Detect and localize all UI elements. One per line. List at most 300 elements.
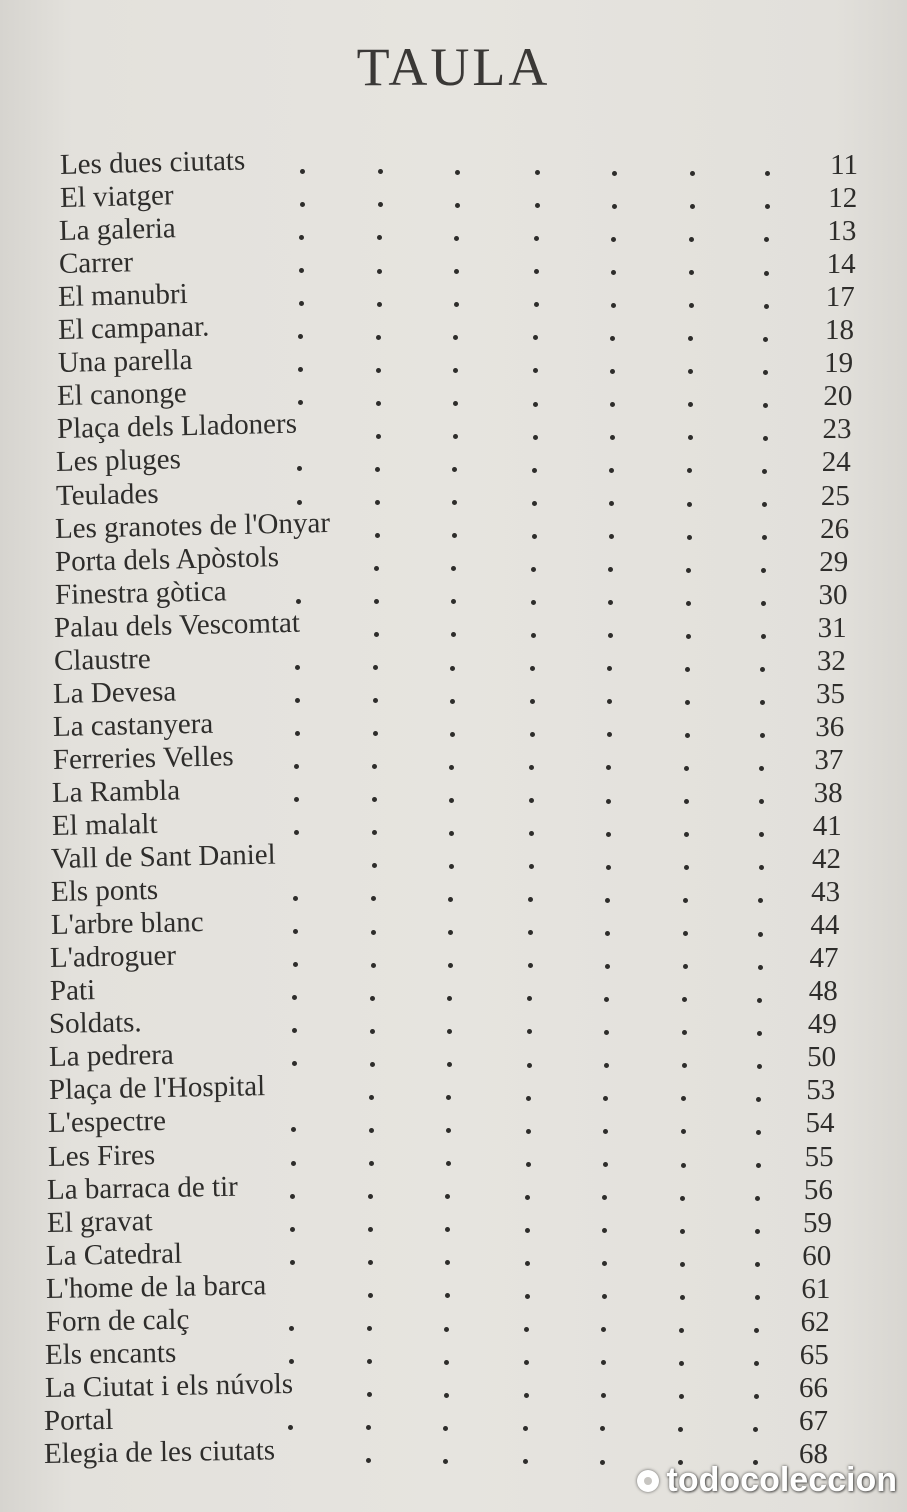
- toc-entry-page: 66: [799, 1371, 828, 1404]
- leader-dot: [377, 269, 382, 274]
- leader-dot: [447, 1029, 452, 1034]
- leader-dot: [532, 501, 537, 506]
- leader-dot: [679, 1328, 684, 1333]
- leader-dot: [444, 1393, 449, 1398]
- leader-dot: [448, 963, 453, 968]
- leader-dot: [529, 831, 534, 836]
- toc-entry-page: 67: [799, 1404, 828, 1437]
- leader-dot: [374, 599, 379, 604]
- toc-entry-page: 60: [802, 1239, 832, 1272]
- toc-entry: [0, 181, 907, 215]
- leader-dot: [525, 1294, 530, 1299]
- leader-dot: [683, 931, 688, 936]
- leader-dot: [531, 567, 536, 572]
- toc-entry-page: 18: [824, 314, 854, 347]
- leader-dot: [758, 932, 763, 937]
- toc-entry-title: La Rambla: [51, 774, 181, 809]
- leader-dot: [612, 171, 617, 176]
- leader-dot: [367, 1392, 372, 1397]
- leader-dot: [369, 1161, 374, 1166]
- toc-entry: [0, 1007, 907, 1041]
- leader-dot: [687, 468, 692, 473]
- leader-dot: [689, 270, 694, 275]
- leader-dot: [680, 1295, 685, 1300]
- leader-dot: [529, 798, 534, 803]
- leader-dot: [295, 665, 300, 670]
- leader-dot: [532, 468, 537, 473]
- leader-dot: [451, 632, 456, 637]
- toc-entry-title: L'home de la barca: [45, 1268, 267, 1305]
- leader-dot: [530, 732, 535, 737]
- toc-entry-page: 14: [826, 248, 856, 281]
- leader-dot: [612, 204, 617, 209]
- leader-dot: [759, 799, 764, 804]
- leader-dot: [372, 863, 377, 868]
- toc-entry: [0, 1140, 907, 1174]
- leader-dot: [531, 600, 536, 605]
- toc-entry-page: 24: [821, 446, 851, 479]
- leader-dot: [679, 1361, 684, 1366]
- leader-dot: [603, 1096, 608, 1101]
- leader-dot: [606, 765, 611, 770]
- leader-dot: [297, 500, 302, 505]
- leader-dot: [763, 436, 768, 441]
- toc-entry: [0, 540, 907, 579]
- leader-dot: [375, 533, 380, 538]
- leader-dot: [371, 896, 376, 901]
- toc-entry: [0, 346, 907, 380]
- leader-dot: [608, 633, 613, 638]
- toc-entry-page: 13: [827, 215, 857, 248]
- toc-entry: [0, 1338, 907, 1372]
- leader-dot: [680, 1262, 685, 1267]
- leader-dot: [609, 468, 614, 473]
- leader-dot: [607, 699, 612, 704]
- leader-dot: [449, 831, 454, 836]
- toc-entry-title: El malalt: [51, 807, 158, 842]
- leader-dot: [452, 500, 457, 505]
- toc-entry: [0, 1040, 907, 1074]
- leader-dot: [445, 1194, 450, 1199]
- toc-entry: [0, 1206, 907, 1240]
- leader-dot: [762, 502, 767, 507]
- toc-entry-title: La Catedral: [46, 1237, 183, 1272]
- toc-entry-title: La castanyera: [52, 707, 214, 743]
- leader-dot: [446, 1161, 451, 1166]
- leader-dot: [684, 799, 689, 804]
- logo-icon: [637, 1470, 659, 1492]
- leader-dot: [293, 896, 298, 901]
- leader-dot: [756, 1163, 761, 1168]
- leader-dot: [609, 501, 614, 506]
- leader-dot: [682, 1063, 687, 1068]
- leader-dot: [604, 1030, 609, 1035]
- leader-dot: [525, 1261, 530, 1266]
- leader-dot: [448, 897, 453, 902]
- leader-dot: [290, 1194, 295, 1199]
- toc-entry: [0, 707, 907, 744]
- toc-entry: [0, 247, 907, 281]
- leader-dot: [289, 1359, 294, 1364]
- leader-dot: [608, 600, 613, 605]
- toc-entry-title: Ferreries Velles: [52, 740, 234, 776]
- leader-dot: [446, 1128, 451, 1133]
- leader-dot: [369, 1128, 374, 1133]
- leader-dot: [375, 467, 380, 472]
- leader-dot: [760, 733, 765, 738]
- toc-entry: [0, 941, 907, 975]
- toc-entry-page: 49: [807, 1008, 837, 1041]
- leader-dot: [453, 368, 458, 373]
- leader-dot: [368, 1260, 373, 1265]
- toc-entry: [0, 677, 907, 711]
- toc-entry-title: Carrer: [58, 246, 134, 281]
- leader-dot: [754, 1394, 759, 1399]
- leader-dot: [605, 964, 610, 969]
- toc-entry-page: 47: [809, 942, 839, 975]
- toc-entry-title: L'arbre blanc: [50, 906, 204, 942]
- toc-entry-page: 19: [824, 347, 854, 380]
- leader-dot: [443, 1426, 448, 1431]
- toc-entry-page: 61: [801, 1272, 831, 1305]
- leader-dot: [690, 171, 695, 176]
- toc-entry-title: Els encants: [44, 1336, 177, 1371]
- leader-dot: [300, 169, 305, 174]
- leader-dot: [535, 170, 540, 175]
- toc-entry-page: 41: [812, 810, 842, 842]
- leader-dot: [610, 336, 615, 341]
- leader-dot: [366, 1425, 371, 1430]
- leader-dot: [299, 268, 304, 273]
- leader-dot: [453, 401, 458, 406]
- leader-dot: [758, 898, 763, 903]
- leader-dot: [530, 699, 535, 704]
- leader-dot: [444, 1327, 449, 1332]
- leader-dot: [755, 1262, 760, 1267]
- leader-dot: [455, 170, 460, 175]
- toc-entry: [0, 809, 907, 843]
- toc-entry-page: 35: [816, 677, 846, 710]
- leader-dot: [681, 1096, 686, 1101]
- toc-entry-title: L'adroguer: [49, 939, 177, 975]
- leader-dot: [763, 337, 768, 342]
- toc-entry: [0, 644, 907, 678]
- toc-entry-page: 55: [804, 1140, 834, 1173]
- leader-dot: [762, 535, 767, 540]
- toc-entry-page: 23: [822, 413, 852, 446]
- leader-dot: [533, 402, 538, 407]
- leader-dot: [762, 469, 767, 474]
- leader-dot: [290, 1227, 295, 1232]
- leader-dot: [760, 667, 765, 672]
- leader-dot: [529, 765, 534, 770]
- leader-dot: [533, 335, 538, 340]
- leader-dot: [529, 864, 534, 869]
- leader-dot: [603, 1129, 608, 1134]
- leader-dot: [755, 1196, 760, 1201]
- leader-dot: [759, 832, 764, 837]
- leader-dot: [294, 764, 299, 769]
- leader-dot: [528, 930, 533, 935]
- leader-dot: [686, 634, 691, 639]
- leader-dot: [763, 370, 768, 375]
- leader-dot: [453, 434, 458, 439]
- leader-dot: [764, 304, 769, 309]
- leader-dot: [299, 301, 304, 306]
- leader-dot: [760, 700, 765, 705]
- toc-entry: [0, 280, 907, 314]
- toc-entry-title: La pedrera: [48, 1039, 174, 1074]
- toc-entry: [0, 1106, 907, 1140]
- toc-entry-page: 59: [803, 1206, 833, 1239]
- leader-dot: [603, 1162, 608, 1167]
- leader-dot: [763, 403, 768, 408]
- leader-dot: [376, 368, 381, 373]
- toc-entry: [0, 908, 907, 942]
- leader-dot: [524, 1393, 529, 1398]
- toc-entry-title: Soldats.: [49, 1006, 143, 1041]
- leader-dot: [527, 996, 532, 1001]
- leader-dot: [684, 832, 689, 837]
- toc-entry: [0, 407, 907, 446]
- leader-dot: [688, 402, 693, 407]
- leader-dot: [607, 666, 612, 671]
- leader-dot: [758, 965, 763, 970]
- leader-dot: [453, 335, 458, 340]
- leader-dot: [682, 997, 687, 1002]
- toc-entry-page: 31: [817, 611, 847, 644]
- leader-dot: [526, 1162, 531, 1167]
- leader-dot: [454, 302, 459, 307]
- toc-entry-title: Les pluges: [55, 443, 182, 479]
- toc-entry: [0, 506, 907, 546]
- toc-entry: [0, 379, 907, 413]
- toc-entry-title: La galeria: [58, 212, 177, 248]
- leader-dot: [610, 369, 615, 374]
- leader-dot: [375, 500, 380, 505]
- leader-dot: [292, 1061, 297, 1066]
- toc-entry-title: Portal: [44, 1403, 114, 1437]
- toc-entry-title: Finestra gòtica: [54, 574, 227, 611]
- leader-dot: [686, 568, 691, 573]
- toc-entry-page: 65: [799, 1338, 829, 1371]
- leader-dot: [527, 1063, 532, 1068]
- leader-dot: [601, 1360, 606, 1365]
- leader-dot: [685, 700, 690, 705]
- leader-dot: [452, 533, 457, 538]
- toc-entry-page: 20: [823, 380, 853, 413]
- leader-dot: [293, 962, 298, 967]
- leader-dot: [608, 567, 613, 572]
- leader-dot: [765, 171, 770, 176]
- toc-entry-page: 11: [830, 149, 858, 181]
- leader-dot: [754, 1361, 759, 1366]
- leader-dot: [290, 1260, 295, 1265]
- toc-entry-title: L'espectre: [47, 1105, 167, 1140]
- leader-dot: [681, 1129, 686, 1134]
- toc-entry: [0, 1070, 907, 1107]
- toc-entry-title: La Devesa: [53, 675, 177, 710]
- toc-entry-page: 12: [828, 182, 858, 215]
- leader-dot: [687, 535, 692, 540]
- leader-dot: [682, 1030, 687, 1035]
- leader-dot: [764, 271, 769, 276]
- watermark: [637, 1461, 897, 1500]
- leader-dot: [372, 797, 377, 802]
- leader-dot: [533, 368, 538, 373]
- leader-dot: [452, 467, 457, 472]
- leader-dot: [611, 270, 616, 275]
- leader-dot: [367, 1326, 372, 1331]
- toc-entry-title: Forn de calç: [45, 1303, 190, 1338]
- leader-dot: [526, 1096, 531, 1101]
- leader-dot: [455, 203, 460, 208]
- leader-dot: [450, 699, 455, 704]
- leader-dot: [606, 799, 611, 804]
- leader-dot: [451, 599, 456, 604]
- leader-dot: [534, 302, 539, 307]
- leader-dot: [756, 1130, 761, 1135]
- leader-dot: [374, 632, 379, 637]
- leader-dot: [606, 832, 611, 837]
- leader-dot: [602, 1195, 607, 1200]
- leader-dot: [454, 236, 459, 241]
- toc-entry-title: Teulades: [55, 477, 159, 512]
- leader-dot: [371, 963, 376, 968]
- toc-entry: [0, 479, 907, 513]
- leader-dot: [761, 601, 766, 606]
- leader-dot: [527, 1029, 532, 1034]
- toc-entry-title: La Ciutat i els núvols: [44, 1367, 294, 1404]
- leader-dot: [296, 599, 301, 604]
- toc-entry-title: Les Fires: [47, 1138, 156, 1173]
- leader-dot: [755, 1295, 760, 1300]
- leader-dot: [764, 237, 769, 242]
- leader-dot: [688, 336, 693, 341]
- leader-dot: [293, 929, 298, 934]
- toc-entry-title: Elegia de les ciutats: [43, 1434, 276, 1470]
- leader-dot: [533, 435, 538, 440]
- toc-entry-page: 68: [799, 1437, 828, 1470]
- toc-entry-page: 56: [803, 1173, 833, 1206]
- leader-dot: [368, 1227, 373, 1232]
- leader-dot: [681, 1163, 686, 1168]
- leader-dot: [291, 1161, 296, 1166]
- toc-entry-page: 50: [807, 1041, 837, 1074]
- leader-dot: [299, 235, 304, 240]
- leader-dot: [367, 1359, 372, 1364]
- leader-dot: [602, 1228, 607, 1233]
- leader-dot: [376, 434, 381, 439]
- page-title: TAULA: [356, 37, 551, 97]
- leader-dot: [378, 202, 383, 207]
- leader-dot: [449, 765, 454, 770]
- leader-dot: [292, 995, 297, 1000]
- leader-dot: [679, 1394, 684, 1399]
- leader-dot: [686, 601, 691, 606]
- leader-dot: [373, 698, 378, 703]
- toc-entry: [0, 606, 907, 645]
- toc-entry-page: 25: [820, 479, 850, 512]
- leader-dot: [535, 203, 540, 208]
- toc-entry-title: El gravat: [46, 1204, 153, 1239]
- leader-dot: [374, 566, 379, 571]
- leader-dot: [680, 1196, 685, 1201]
- toc-entry-page: 48: [808, 975, 838, 1008]
- leader-dot: [610, 402, 615, 407]
- toc-entry-page: 38: [813, 776, 843, 809]
- leader-dot: [680, 1229, 685, 1234]
- leader-dot: [688, 435, 693, 440]
- leader-dot: [530, 666, 535, 671]
- toc-entry-title: Pati: [49, 974, 96, 1008]
- leader-dot: [454, 269, 459, 274]
- leader-dot: [450, 732, 455, 737]
- leader-dot: [294, 797, 299, 802]
- toc-entry-page: 30: [818, 578, 848, 611]
- leader-dot: [601, 1327, 606, 1332]
- leader-dot: [602, 1261, 607, 1266]
- leader-dot: [524, 1360, 529, 1365]
- leader-dot: [532, 534, 537, 539]
- leader-dot: [297, 466, 302, 471]
- leader-dot: [759, 766, 764, 771]
- leader-dot: [373, 731, 378, 736]
- toc-entry: [0, 776, 907, 810]
- toc-entry-page: 26: [820, 512, 850, 545]
- leader-dot: [609, 534, 614, 539]
- toc-entry-title: Plaça de l'Hospital: [48, 1070, 265, 1107]
- toc-entry-page: 44: [810, 909, 840, 942]
- leader-dot: [445, 1227, 450, 1232]
- leader-dot: [607, 732, 612, 737]
- leader-dot: [288, 1425, 293, 1430]
- toc-entry-page: 53: [806, 1074, 836, 1107]
- leader-dot: [376, 401, 381, 406]
- leader-dot: [449, 864, 454, 869]
- leader-dot: [450, 666, 455, 671]
- leader-dot: [683, 964, 688, 969]
- leader-dot: [369, 1095, 374, 1100]
- toc-entry-title: Les granotes de l'Onyar: [55, 506, 331, 545]
- toc-entry: [0, 1170, 907, 1207]
- leader-dot: [528, 897, 533, 902]
- leader-dot: [683, 898, 688, 903]
- leader-dot: [525, 1195, 530, 1200]
- leader-dot: [688, 369, 693, 374]
- leader-dot: [757, 1031, 762, 1036]
- leader-dot: [451, 566, 456, 571]
- leader-dot: [604, 1063, 609, 1068]
- leader-dot: [368, 1293, 373, 1298]
- leader-dot: [449, 798, 454, 803]
- leader-dot: [526, 1129, 531, 1134]
- toc-entry: [0, 974, 907, 1008]
- toc-entry-page: 29: [819, 545, 849, 578]
- leader-dot: [604, 997, 609, 1002]
- leader-dot: [371, 930, 376, 935]
- toc-entry-title: La barraca de tir: [47, 1170, 239, 1206]
- leader-dot: [610, 435, 615, 440]
- leader-dot: [753, 1427, 758, 1432]
- leader-dot: [528, 963, 533, 968]
- leader-dot: [370, 1029, 375, 1034]
- toc-entry-page: 37: [814, 743, 844, 776]
- leader-dot: [534, 236, 539, 241]
- watermark-text: todocoleccion: [666, 1461, 897, 1499]
- toc-entry-title: Plaça dels Lladoners: [56, 407, 297, 446]
- toc-entry-page: 62: [800, 1305, 830, 1338]
